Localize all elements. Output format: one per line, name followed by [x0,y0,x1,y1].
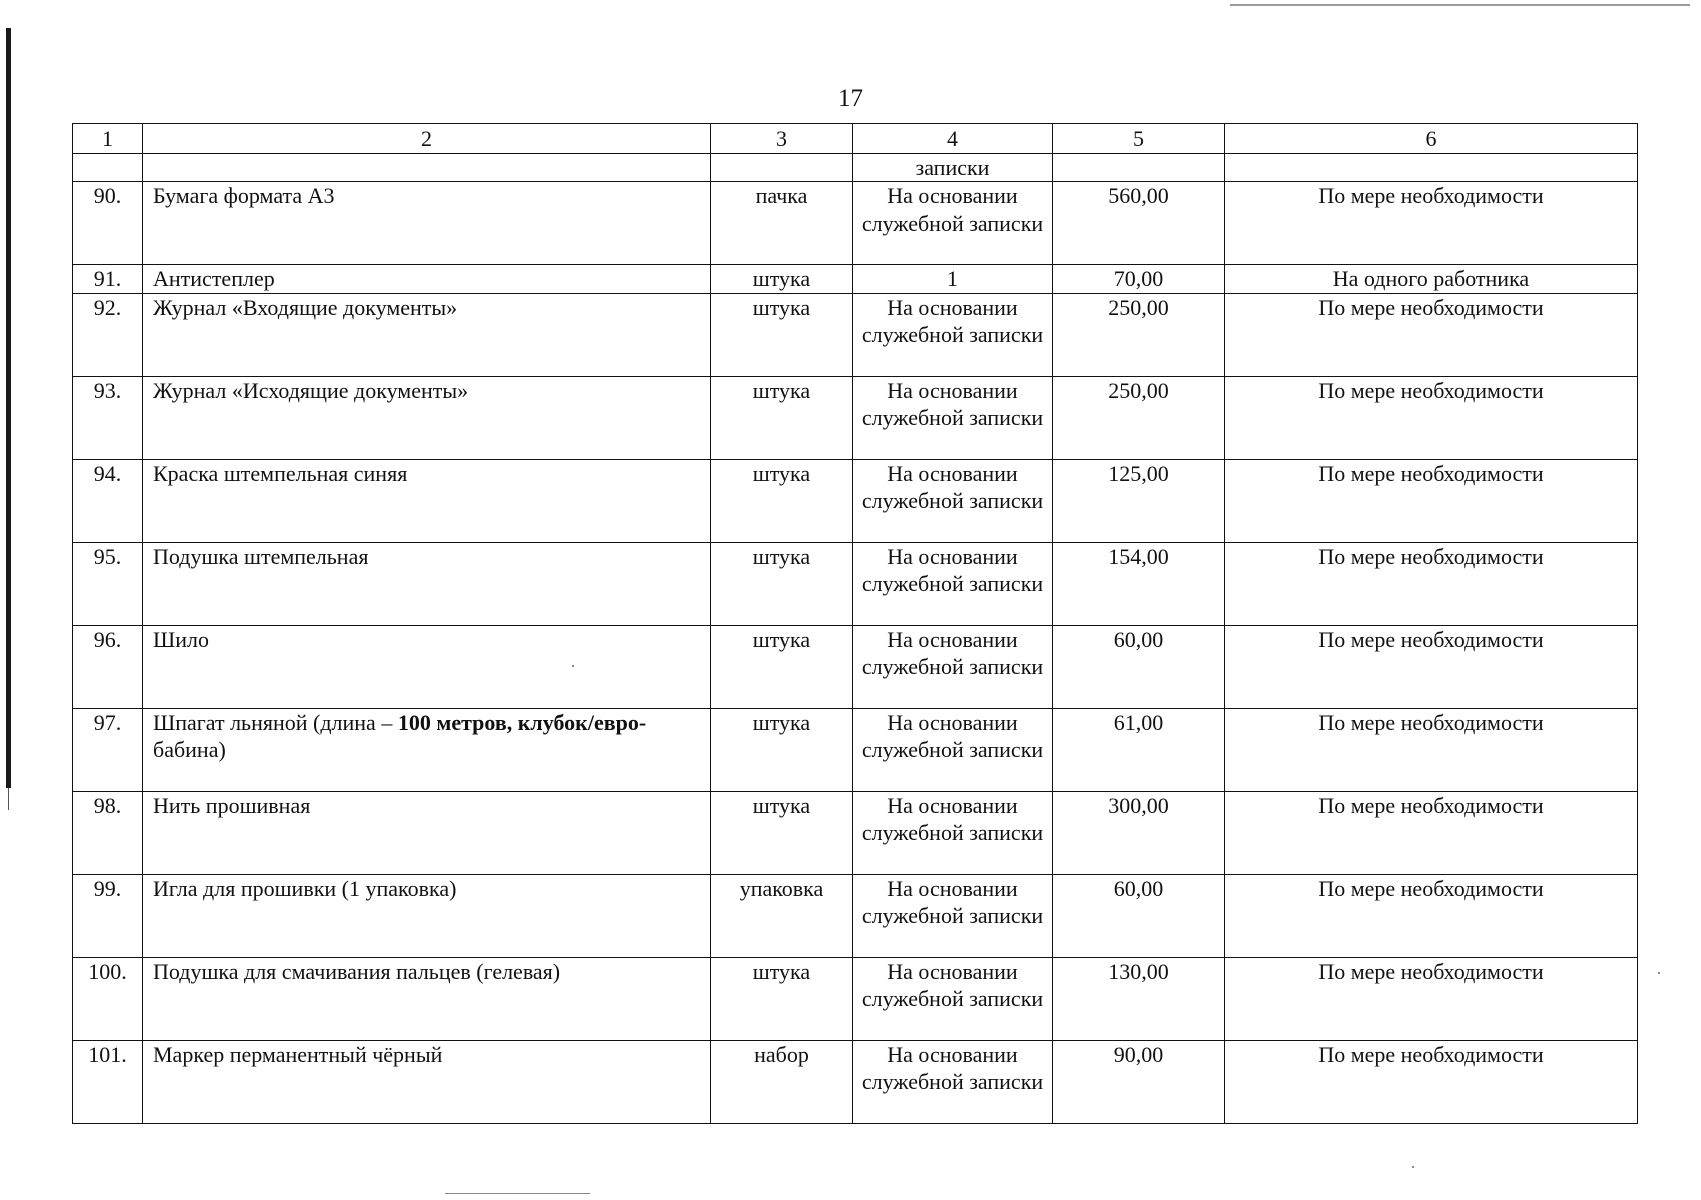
row-number-cell: 100. [73,957,143,1040]
column-header: 4 [853,124,1053,154]
note-cell: По мере необходимости [1225,459,1638,542]
unit-cell: штука [711,791,853,874]
table-row [73,791,1638,874]
note-cell: По мере необходимости [1225,874,1638,957]
table-row [73,1040,1638,1123]
row-number-cell: 91. [73,265,143,294]
price-cell: 250,00 [1053,293,1225,376]
row-number-cell: 101. [73,1040,143,1123]
price-cell: 560,00 [1053,182,1225,265]
table-row [73,182,1638,265]
scan-edge-line-left [8,788,9,810]
page-number: 17 [838,85,863,112]
item-name-cell: Краска штемпельная синяя [143,459,711,542]
unit-cell: штука [711,625,853,708]
row-number-cell: 98. [73,791,143,874]
note-cell: По мере необходимости [1225,791,1638,874]
price-cell: 125,00 [1053,459,1225,542]
unit-cell: упаковка [711,874,853,957]
item-name-cell: Бумага формата А3 [143,182,711,265]
row-number-cell: 90. [73,182,143,265]
table-row [73,459,1638,542]
unit-cell: штука [711,708,853,791]
norm-cell: записки [853,153,1053,182]
item-name-text: Шпагат льняной (длина – [153,709,398,735]
table-row [73,376,1638,459]
price-cell: 250,00 [1053,376,1225,459]
unit-cell: набор [711,1040,853,1123]
column-header: 3 [711,124,853,154]
note-cell: По мере необходимости [1225,625,1638,708]
item-name-cell: Нить прошивная [143,791,711,874]
note-cell [1225,153,1638,182]
note-cell: По мере необходимости [1225,708,1638,791]
table-row [73,293,1638,376]
note-cell: По мере необходимости [1225,293,1638,376]
item-name-cell [143,153,711,182]
price-cell: 60,00 [1053,625,1225,708]
norm-cell: На основании служебной записки [853,1040,1053,1123]
norm-cell: 1 [853,265,1053,294]
table-row [73,625,1638,708]
norm-cell: На основании служебной записки [853,708,1053,791]
unit-cell: штука [711,459,853,542]
norm-cell: На основании служебной записки [853,957,1053,1040]
item-name-cell: Антистеплер [143,265,711,294]
item-name-cell: Подушка штемпельная [143,542,711,625]
scan-speck [1658,972,1660,974]
row-number-cell: 94. [73,459,143,542]
column-header-row [73,124,1638,154]
note-cell: По мере необходимости [1225,1040,1638,1123]
table-row [73,957,1638,1040]
price-cell: 154,00 [1053,542,1225,625]
price-cell: 90,00 [1053,1040,1225,1123]
scan-edge-line-bottom [445,1193,590,1194]
price-cell: 70,00 [1053,265,1225,294]
column-header: 6 [1225,124,1638,154]
norm-cell: На основании служебной записки [853,542,1053,625]
table-row [73,708,1638,791]
row-number-cell: 96. [73,625,143,708]
column-header: 1 [73,124,143,154]
note-cell: По мере необходимости [1225,542,1638,625]
column-header: 5 [1053,124,1225,154]
norm-cell: На основании служебной записки [853,376,1053,459]
row-number-cell: 99. [73,874,143,957]
price-cell: 130,00 [1053,957,1225,1040]
unit-cell: пачка [711,182,853,265]
item-name-cell: Журнал «Входящие документы» [143,293,711,376]
norm-cell: На основании служебной записки [853,874,1053,957]
continuation-row [73,153,1638,182]
row-number-cell [73,153,143,182]
price-cell: 61,00 [1053,708,1225,791]
scan-edge-line-top [1230,4,1690,6]
row-number-cell: 95. [73,542,143,625]
unit-cell: штука [711,542,853,625]
item-name-cell: Шило [143,625,711,708]
item-name-cell: Маркер перманентный чёрный [143,1040,711,1123]
table-row [73,542,1638,625]
row-number-cell: 93. [73,376,143,459]
note-cell: По мере необходимости [1225,957,1638,1040]
row-number-cell: 97. [73,708,143,791]
norm-cell: На основании служебной записки [853,791,1053,874]
norm-cell: На основании служебной записки [853,459,1053,542]
item-name-cell [143,708,711,791]
item-name-cell: Подушка для смачивания пальцев (гелевая) [143,957,711,1040]
unit-cell: штука [711,957,853,1040]
norm-cell: На основании служебной записки [853,293,1053,376]
note-cell: На одного работника [1225,265,1638,294]
item-name-tail: бабина) [153,737,226,762]
unit-cell [711,153,853,182]
column-header: 2 [143,124,711,154]
table-row [73,874,1638,957]
unit-cell: штука [711,265,853,294]
item-name-emphasis: 100 метров, клубок/евро- [397,709,647,735]
scan-edge-bar-left [6,28,11,788]
row-number-cell: 92. [73,293,143,376]
price-cell [1053,153,1225,182]
price-cell: 60,00 [1053,874,1225,957]
note-cell: По мере необходимости [1225,182,1638,265]
table-row [73,265,1638,294]
unit-cell: штука [711,293,853,376]
scan-speck [1412,1166,1414,1168]
price-cell: 300,00 [1053,791,1225,874]
unit-cell: штука [711,376,853,459]
note-cell: По мере необходимости [1225,376,1638,459]
item-name-cell: Журнал «Исходящие документы» [143,376,711,459]
supplies-table [72,123,1638,1124]
norm-cell: На основании служебной записки [853,182,1053,265]
item-name-cell: Игла для прошивки (1 упаковка) [143,874,711,957]
norm-cell: На основании служебной записки [853,625,1053,708]
